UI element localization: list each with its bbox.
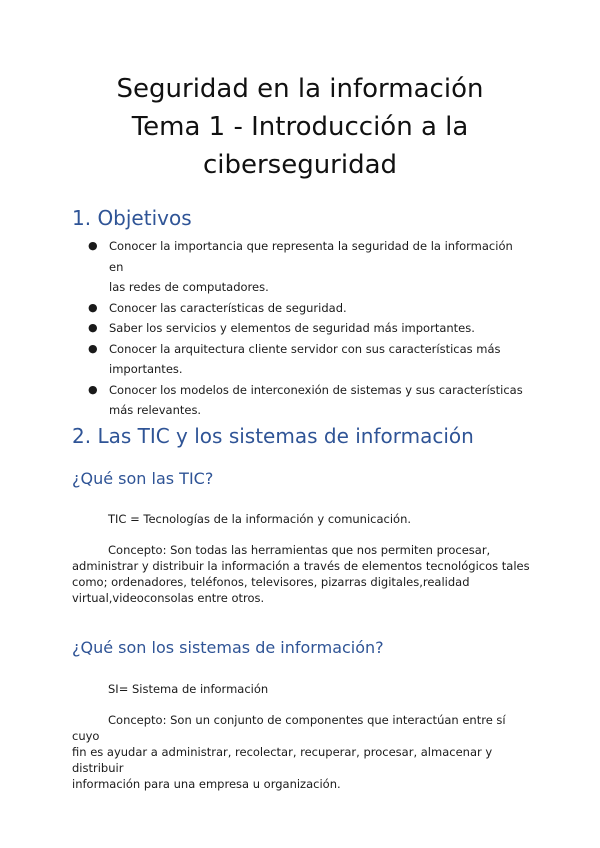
- list-item: ● Conocer los modelos de interconexión de sistemas y sus características más relevantes.: [88, 380, 528, 421]
- bullet-icon: ●: [88, 300, 98, 314]
- bullet-icon: ●: [88, 321, 98, 334]
- list-item: ● Conocer las características de seguridad.: [88, 298, 528, 319]
- list-item: ● Conocer la importancia que representa la seguridad de la información en las redes de computadores.: [88, 236, 528, 298]
- subheading-que-son-tic: ¿Qué son las TIC?: [72, 469, 214, 488]
- bullet-icon: ●: [88, 382, 98, 396]
- si-definition: SI= Sistema de información: [108, 682, 269, 696]
- tic-definition: TIC = Tecnologías de la información y comunicación.: [108, 512, 412, 526]
- title-line-2: Tema 1 - Introducción a la: [131, 112, 469, 142]
- document-title: [60, 70, 540, 184]
- title-line-1: Seguridad en la información: [116, 74, 484, 104]
- si-concept: Concepto: Son un conjunto de componentes que interactúan entre sí cuyo fin es ayudar a administrar, recolectar, recuperar, procesar, almacenar y distribuir información para una empresa u organización.: [72, 713, 506, 791]
- bullet-icon: ●: [88, 341, 98, 355]
- bullet-icon: ●: [88, 239, 98, 252]
- title-line-3: ciberseguridad: [202, 150, 398, 180]
- tic-concept: Concepto: Son todas las herramientas que nos permiten procesar, administrar y distribuir la información a través de elementos tecnológicos tales como; ordenadores, teléfonos, televisores, pizarras digitales,realidad virtual,videoconsolas entre otros.: [72, 543, 530, 605]
- list-item: ● Conocer la arquitectura cliente servidor con sus características más importantes.: [88, 339, 528, 380]
- subheading-que-son-si: ¿Qué son los sistemas de información?: [72, 638, 384, 657]
- list-item: ● Saber los servicios y elementos de seguridad más importantes.: [88, 318, 528, 339]
- heading-tic-sistemas: 2. Las TIC y los sistemas de información: [72, 424, 474, 448]
- heading-objetivos: 1. Objetivos: [72, 206, 192, 230]
- objectives-list: [88, 236, 528, 421]
